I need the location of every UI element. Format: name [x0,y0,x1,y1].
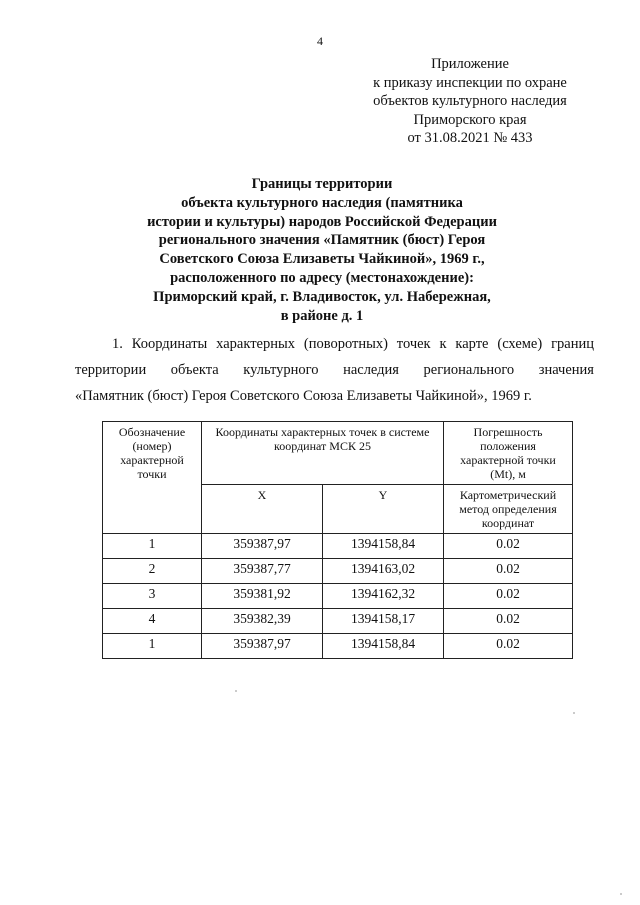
paragraph-word: территории [75,362,147,378]
title-line: Границы территории [251,176,393,192]
paragraph-word: значения [538,362,594,378]
appendix-note [320,55,620,148]
table-header-row [103,422,573,485]
title-line: Советского Союза Елизаветы Чайкиной», 1969 г., [159,251,485,268]
paragraph-word: Координаты [131,336,208,352]
table-row [103,559,573,584]
coordinates-table [102,421,573,659]
title-line: объекта культурного наследия (памятника [181,194,463,211]
scan-speck [620,893,622,895]
cell-mt: 0.02 [444,534,573,559]
title-line: расположенного по адресу (местонахождение): [170,269,474,286]
paragraph-word: границ [551,336,594,352]
cell-y: 1394163,02 [323,559,444,584]
scan-speck [235,690,237,692]
header-designation: Обозначение (номер) характерной точки [103,422,202,534]
cell-point: 1 [103,534,202,559]
cell-mt: 0.02 [444,559,573,584]
cell-x: 359381,92 [202,584,323,609]
appendix-line: Приморского края [413,111,527,128]
cell-point: 4 [103,609,202,634]
appendix-line: объектов культурного наследия [373,93,567,109]
cell-mt: 0.02 [444,609,573,634]
cell-point: 2 [103,559,202,584]
cell-y: 1394158,84 [323,534,444,559]
cell-x: 359382,39 [202,609,323,634]
document-title [60,175,584,325]
header-y: Y [323,485,444,534]
paragraph-word: регионального [423,362,515,378]
cell-x: 359387,77 [202,559,323,584]
cell-mt: 0.02 [444,634,573,659]
cell-mt: 0.02 [444,584,573,609]
appendix-line: от 31.08.2021 № 433 [407,130,533,146]
scan-speck [573,712,575,714]
paragraph-line-3: «Памятник (бюст) Героя Советского Союза Елизаветы Чайкиной», 1969 г. [75,388,532,404]
paragraph-line-1 [75,331,594,357]
paragraph-line-2 [75,357,594,383]
table-row [103,609,573,634]
cell-x: 359387,97 [202,634,323,659]
paragraph-word: (поворотных) [303,336,388,352]
paragraph-word: к [439,336,447,352]
paragraph-word: 1. [112,336,123,352]
table-row [103,634,573,659]
title-line: регионального значения «Памятник (бюст) Героя [158,232,486,249]
cell-x: 359387,97 [202,534,323,559]
header-method: Картометрический метод определения координат [444,485,573,534]
cell-y: 1394162,32 [323,584,444,609]
cell-y: 1394158,84 [323,634,444,659]
paragraph-word: точек [396,336,431,352]
title-line: истории и культуры) народов Российской Федерации [147,213,497,230]
paragraph-word: характерных [216,336,295,352]
paragraph-word: культурного [243,362,319,378]
header-coordinates: Координаты характерных точек в системе координат МСК 25 [202,422,444,485]
table-row [103,584,573,609]
header-accuracy: Погрешность положения характерной точки (Mt), м [444,422,573,485]
appendix-line: Приложение [431,56,509,72]
page-number: 4 [317,34,323,48]
paragraph-word: объекта [170,362,219,378]
title-line: Приморский край, г. Владивосток, ул. Набережная, [153,288,491,305]
body-paragraph [75,331,594,409]
table-row [103,534,573,559]
cell-point: 3 [103,584,202,609]
cell-y: 1394158,17 [323,609,444,634]
appendix-line: к приказу инспекции по охране [373,74,567,91]
title-line: в районе д. 1 [280,307,364,324]
paragraph-word: (схеме) [497,336,543,352]
paragraph-word: наследия [343,362,399,378]
header-x: X [202,485,323,534]
cell-point: 1 [103,634,202,659]
paragraph-word: карте [455,336,489,352]
